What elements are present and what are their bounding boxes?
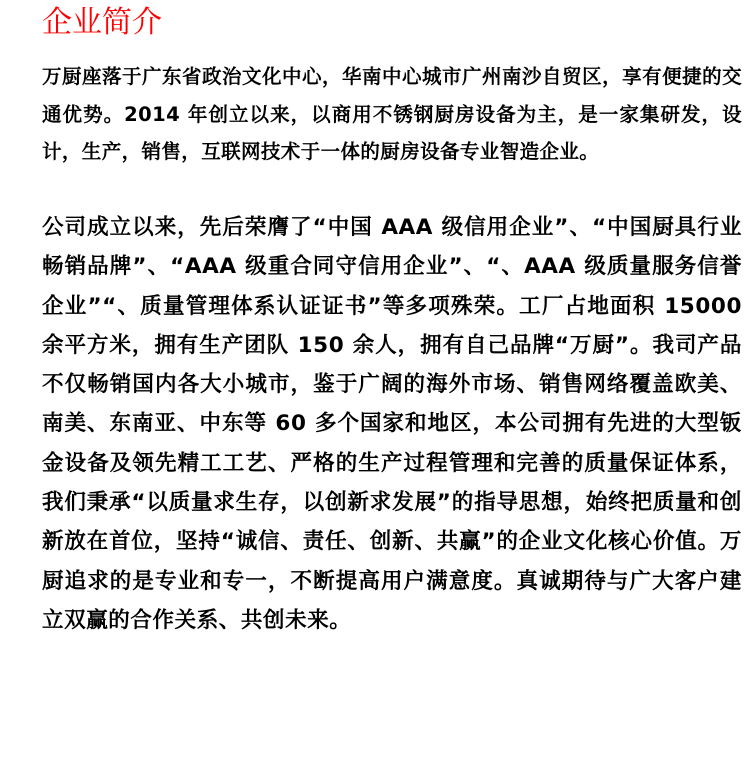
page-title: 企业简介 [42, 5, 162, 40]
honors-paragraph: 公司成立以来，先后荣膺了“中国 AAA 级信用企业”、“中国厨具行业畅销品牌”、“AAA 级重合同守信用企业”、“、AAA 级质量服务信誉企业”“、质量管理体系认证证书”等多项殊荣。工厂占地面积 15000 余平方米，拥有生产团队 150 余人，拥有自己品牌“万厨”。我司产品不仅畅销国内各大小城市，鉴于广阔的海外市场、销售网络覆盖欧美、南美、东南亚、中东等 60 多个国家和地区，本公司拥有先进的大型钣金设备及领先精工工艺、严格的生产过程管理和完善的质量保证体系，我们秉承“以质量求生存，以创新求发展”的指导思想，始终把质量和创新放在首位，坚持“诚信、责任、创新、共赢”的企业文化核心价值。万厨追求的是专业和专一，不断提高用户满意度。真诚期待与广大客户建立双赢的合作关系、共创未来。 [42, 215, 742, 633]
intro-paragraph: 万厨座落于广东省政治文化中心，华南中心城市广州南沙自贸区，享有便捷的交通优势。2014 年创立以来，以商用不锈钢厨房设备为主，是一家集研发，设计，生产，销售，互联网技术于一体的厨房设备专业智造企业。 [42, 65, 742, 163]
